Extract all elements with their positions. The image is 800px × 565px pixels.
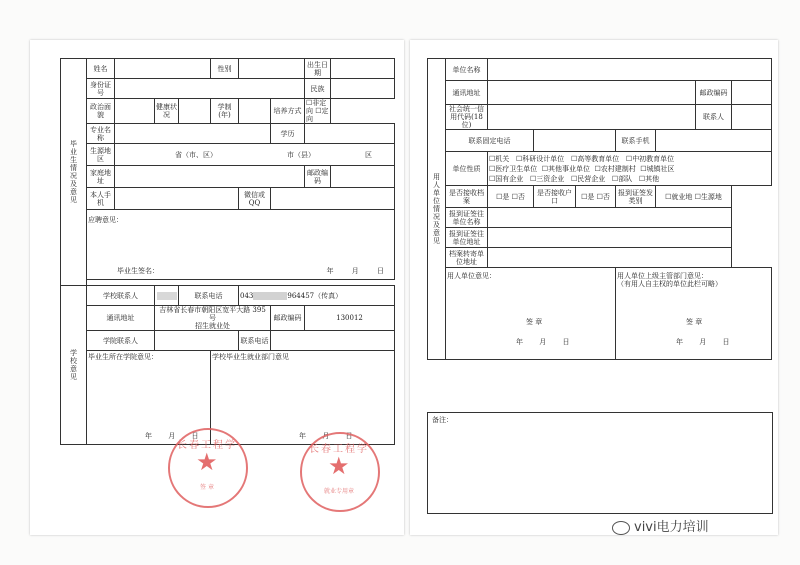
unit-type-options[interactable]: ☐ 机关 ☐ 科研设计单位 ☐ 高等教育单位 ☐ 中初教育单位 ☐ 医疗卫生单位 ☐ 其他事业单位 ☐ 农村建制村 ☐ 城镇社区 ☐ 国有企业 ☐ 三资企业 ☐ 民营企业 ☐ 部队 ☐ 其他 [488,152,772,186]
archive-addr-field[interactable] [488,248,732,268]
archive-q-label: 是否接收档案 [446,186,488,208]
apply-opinion-box[interactable] [87,210,395,280]
ethnicity-label: 民族 [305,79,331,99]
home-addr-field[interactable] [115,166,305,188]
postcode2-value: 130012 [305,306,395,331]
unit-name-label: 单位名称 [446,59,488,81]
cert-name-field[interactable] [488,208,732,228]
college-seal: 长春工程学 ★ 签 章 [168,428,248,508]
name-field[interactable] [115,59,211,79]
remarks-box[interactable] [427,412,773,514]
health-label: 健康状况 [155,99,179,124]
star-icon: ★ [196,448,218,476]
postcode-field[interactable] [732,81,772,105]
wechat-field[interactable] [271,188,395,210]
wechat-icon [612,521,630,535]
fixed-tel-label: 联系固定电话 [446,130,534,152]
unit-name-field[interactable] [488,59,772,81]
employer-table [427,58,772,360]
cert-name-label: 报到证签往单位名称 [446,208,488,228]
career-opinion-label: 学校毕业生就业部门意见 [212,353,289,361]
superior-opinion-label: 用人单位上级主管部门意见： [617,272,708,280]
credit-code-label: 社会统一信用代码(18位) [446,105,488,130]
unit-opinion-box[interactable] [446,268,616,360]
ethnicity-field[interactable] [331,79,395,99]
career-opinion-date: 年 月 日 [299,432,353,440]
unit-seal-label: 签 章 [526,318,543,326]
health-field[interactable] [179,99,211,124]
mobile-field[interactable] [656,130,772,152]
gender-field[interactable] [239,59,305,79]
cert-type-options[interactable]: ☐ 就业地 ☐ 生源地 [656,186,732,208]
gender-label: 性别 [211,59,239,79]
section-employer-label: 用人单位情况及意见 [428,59,446,360]
mobile-label: 联系手机 [616,130,656,152]
career-seal: 长春工程学 ★ 就业专用章 [300,432,380,512]
star-icon: ★ [328,452,350,480]
id-label: 身份证号 [87,79,115,99]
political-label: 政治面貌 [87,99,115,124]
origin-field[interactable]: 省（市、区） 市（县） 区 [115,144,395,166]
unit-opinion-date: 年 月 日 [516,338,570,346]
comm-addr-label: 通讯地址 [87,306,155,331]
degree-label: 学历 [271,124,305,144]
cert-addr-field[interactable] [488,228,732,248]
major-field[interactable] [115,124,271,144]
political-field[interactable] [115,99,155,124]
watermark: vivi电力培训 [612,516,709,535]
college-opinion-label: 毕业生所在学院意见： [88,353,158,361]
postcode-label: 邮政编码 [305,166,331,188]
postcode-label: 邮政编码 [696,81,732,105]
home-addr-label: 家庭地址 [87,166,115,188]
birth-field[interactable] [331,59,395,79]
grad-sign-date: 年 月 日 [326,267,384,275]
training-label: 培养方式 [271,99,305,124]
postcode2-label: 邮政编码 [271,306,305,331]
training-options[interactable]: ☐ 非定向 ☐ 定向 [305,99,331,124]
grad-sign-label: 毕业生签名： [117,267,159,275]
school-contact-label: 学校联系人 [87,286,155,306]
archive-q-options[interactable]: ☐ 是 ☐ 否 [488,186,534,208]
superior-opinion-date: 年 月 日 [676,338,730,346]
fixed-tel-field[interactable] [534,130,616,152]
contact-tel2-label: 联系电话 [239,331,271,351]
unit-opinion-label: 用人单位意见： [447,272,496,280]
college-contact-label: 学院联系人 [87,331,155,351]
apply-opinion-label: 应聘意见： [88,216,123,224]
wechat-label: 微信或QQ [239,188,271,210]
schooling-field[interactable] [239,99,271,124]
remarks-label: 备注： [432,416,453,424]
comm-addr-label: 通讯地址 [446,81,488,105]
degree-field[interactable] [305,124,395,144]
superior-note: （有用人自主权的单位此栏可略） [617,280,722,288]
contact-person-label: 联系人 [696,105,732,130]
cert-addr-label: 报到证签往单位地址 [446,228,488,248]
school-contact-value [155,286,179,306]
contact-tel-value: 043 964457（传真） [239,286,395,306]
archive-addr-label: 档案转寄单位地址 [446,248,488,268]
origin-label: 生源地区 [87,144,115,166]
section-school-label: 学校意见 [61,286,87,445]
superior-opinion-box[interactable] [616,268,772,360]
schooling-label: 学制(年) [211,99,239,124]
career-opinion-box[interactable] [211,351,395,445]
id-field[interactable] [115,79,305,99]
mobile-field[interactable] [115,188,239,210]
student-table [60,58,395,445]
contact-tel-label: 联系电话 [179,286,239,306]
section-graduate-label: 毕业生情况及意见 [61,59,87,286]
major-label: 专业名称 [87,124,115,144]
comm-addr-value: 吉林省长春市朝阳区宽平大路 395 号 招生就业处 [155,306,271,331]
comm-addr-field[interactable] [488,81,696,105]
credit-code-field[interactable] [488,105,696,130]
contact-tel2-field[interactable] [271,331,395,351]
cert-type-label: 报到证签发类别 [616,186,656,208]
college-contact-field[interactable] [155,331,239,351]
mobile-label: 本人手机 [87,188,115,210]
birth-label: 出生日期 [305,59,331,79]
postcode-field[interactable] [331,166,395,188]
hukou-q-options[interactable]: ☐ 是 ☐ 否 [576,186,616,208]
contact-person-field[interactable] [732,105,772,130]
hukou-q-label: 是否接收户口 [534,186,576,208]
college-opinion-date: 年 月 日 [145,432,199,440]
superior-seal-label: 签 章 [686,318,703,326]
name-label: 姓名 [87,59,115,79]
unit-type-label: 单位性质 [446,152,488,186]
